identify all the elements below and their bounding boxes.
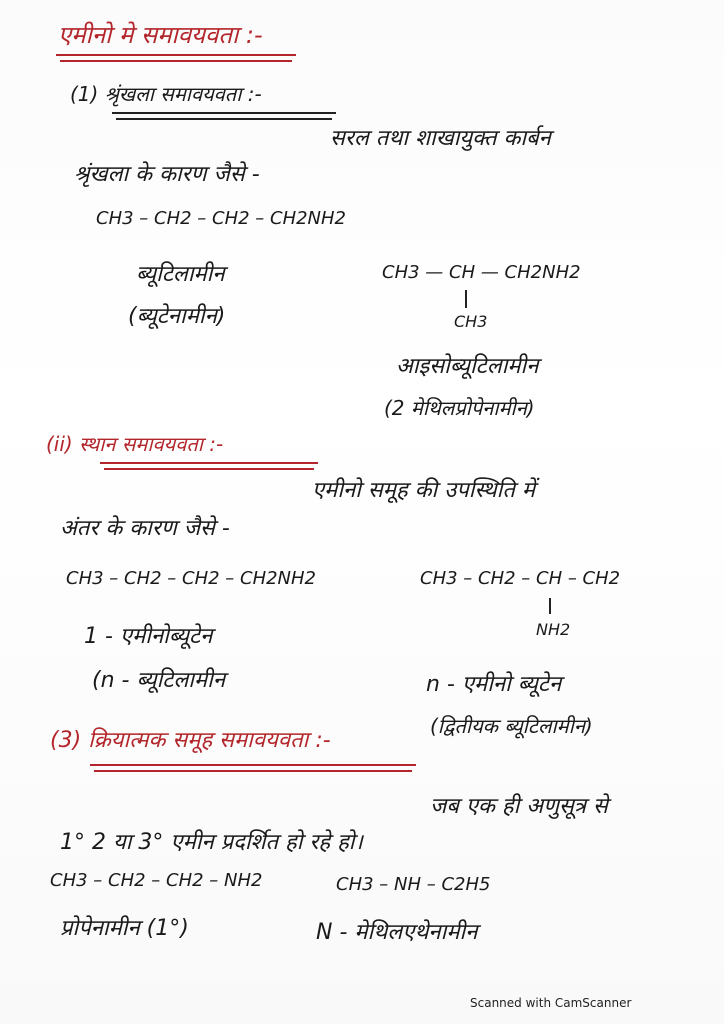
section-2-right-formula: CH3 – CH2 – CH – CH2 [420, 568, 621, 589]
section-3-right-formula: CH3 – NH – C2H5 [336, 874, 491, 895]
section-1-desc-line1: सरल तथा शाखायुक्त कार्बन [330, 126, 551, 151]
section-3-desc-line2: 1° 2 या 3° एमीन प्रदर्शित हो रहे हो। [60, 830, 363, 855]
section-3-underline-2 [94, 770, 412, 772]
section-2-heading: (ii) स्थान समावयवता :- [46, 432, 224, 456]
section-2-underline [100, 462, 318, 464]
section-1-right-formula: CH3 — CH — CH2NH2 [382, 262, 581, 283]
section-1-underline [112, 112, 336, 114]
section-1-left-alt: (ब्यूटेनामीन) [128, 304, 226, 329]
camscanner-watermark: Scanned with CamScanner [470, 996, 632, 1010]
section-2-right-branch: NH2 [536, 620, 571, 639]
section-2-branch-bond [549, 598, 551, 614]
section-2-left-name: 1 - एमीनोब्यूटेन [84, 624, 213, 649]
page-title: एमीनो मे समावयवता :- [58, 21, 263, 49]
section-1-underline-2 [116, 118, 332, 120]
section-3-desc-line1: जब एक ही अणुसूत्र से [430, 794, 608, 819]
section-2-left-formula: CH3 – CH2 – CH2 – CH2NH2 [66, 568, 317, 589]
section-2-desc-line1: एमीनो समूह की उपस्थिति में [312, 478, 536, 503]
section-3-heading: (3) क्रियात्मक समूह समावयवता :- [50, 728, 331, 753]
section-3-right-name: N - मेथिलएथेनामीन [316, 920, 478, 945]
section-1-right-branch: CH3 [454, 312, 488, 331]
section-3-left-name: प्रोपेनामीन (1°) [60, 916, 189, 941]
section-1-left-name: ब्यूटिलामीन [136, 262, 225, 287]
section-1-left-formula: CH3 – CH2 – CH2 – CH2NH2 [96, 208, 347, 229]
section-1-desc-line2: श्रृंखला के कारण जैसे - [74, 162, 260, 187]
title-underline [56, 54, 296, 56]
title-underline-2 [60, 60, 292, 62]
section-2-underline-2 [104, 468, 314, 470]
section-3-underline [90, 764, 416, 766]
section-1-right-name: आइसोब्यूटिलामीन [396, 354, 539, 379]
section-2-desc-line2: अंतर के कारण जैसे - [60, 516, 230, 541]
section-3-left-formula: CH3 – CH2 – CH2 – NH2 [50, 870, 263, 891]
section-2-left-alt: (n - ब्यूटिलामीन [92, 668, 226, 693]
section-1-heading: (1) श्रृंखला समावयवता :- [70, 82, 262, 106]
section-2-right-name: n - एमीनो ब्यूटेन [426, 672, 562, 697]
section-1-branch-bond [465, 290, 467, 308]
section-1-right-alt: (2 मेथिलप्रोपेनामीन) [384, 396, 535, 420]
section-2-right-alt: (द्वितीयक ब्यूटिलामीन) [430, 714, 593, 738]
